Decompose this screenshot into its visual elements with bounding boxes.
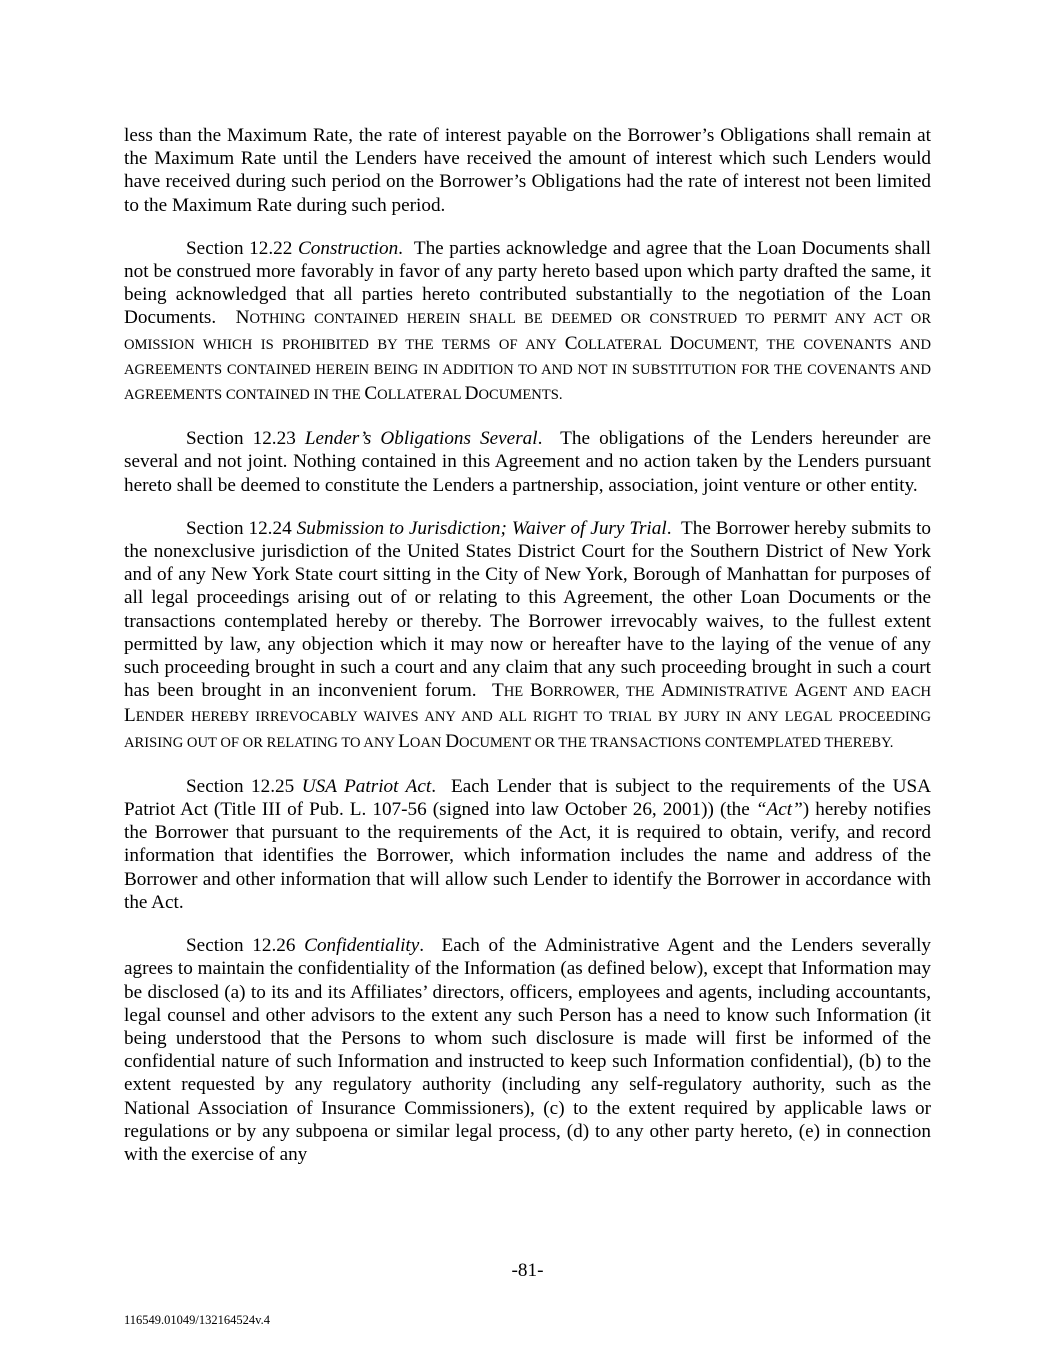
section-12-24: Section 12.24 Submission to Jurisdiction; Waiver of Jury Trial. The Borrower hereby submits to the nonexclusive jurisdiction of the United States District Court for the Southern District of New York and of any New York State court sitting in the City of New York, Borough of Manhattan for purposes of all legal proceedings arising out of or relating to this Agreement, the other Loan Documents or the transactions contemplated hereby or thereby. The Borrower irrevocably waives, to the fullest extent permitted by law, any objection which it may now or hereafter have to the laying of the venue of any such proceeding brought in such a court and any claim that any such proceeding brought in such a court has been brought in an inconvenient forum. THE BORROWER, THE ADMINISTRATIVE AGENT AND EACH LENDER HEREBY IRREVOCABLY WAIVES ANY AND ALL RIGHT TO TRIAL BY JURY IN ANY LEGAL PROCEEDING ARISING OUT OF OR RELATING TO ANY LOAN DOCUMENT OR THE TRANSACTIONS CONTEMPLATED THEREBY.	[124, 517, 932, 752]
section-body: The obligations of the Lenders hereunder are several and not joint. Nothing contained in this Agreement and no action taken by the Lenders pursuant hereto shall be deemed to constitute the Lenders a partnership, association, joint venture or other entity.	[124, 428, 931, 496]
section-body: Each of the Administrative Agent and the Lenders severally agrees to maintain the confidentiality of the Information (as defined below), except that Information may be disclosed (a) to its and its Affiliates’ directors, officers, employees and agents, including accountants, legal counsel and other advisors to the extent any such Person has a need to know such Information (it being understood that the Persons to whom such disclosure is made will first be informed of the confidential nature of such Information and instructed to keep such Information confidential), (b) to the extent requested by any regulatory authority (including any self-regulatory authority, such as the National Association of Insurance Commissioners), (c) to the extent required by applicable laws or regulations or by any subpoena or similar legal process, (d) to any other party hereto, (e) in connection with the exercise of any	[124, 935, 932, 1165]
section-caps-text: NOTHING CONTAINED HEREIN SHALL BE DEEMED OR CONSTRUED TO PERMIT ANY ACT OR OMISSION WHICH IS PROHIBITED BY THE TERMS OF ANY COLLATERAL DOCUMENT, THE COVENANTS AND AGREEMENTS CONTAINED HEREIN BEING IN ADDITION TO AND NOT IN SUBSTITUTION FOR THE COVENANTS AND AGREEMENTS CONTAINED IN THE COLLATERAL DOCUMENTS.	[124, 307, 932, 405]
section-title: USA Patriot Act	[301, 775, 432, 797]
section-title: Submission to Jurisdiction; Waiver of Jury Trial	[296, 517, 667, 539]
section-body: Each Lender that is subject to the requirements of the USA Patriot Act (Title III of Pub. L. 107-56 (signed into law October 26, 2001)) (the	[124, 775, 932, 821]
section-body-continued: ) hereby notifies the Borrower that pursuant to the requirements of the Act, it is required to obtain, verify, and record information that identifies the Borrower, which information includes the name and address of the Borrower and other information that will allow such Lender to identify the Borrower in accordance with the Act.	[124, 799, 931, 913]
section-12-22: Section 12.22 Construction. The parties acknowledge and agree that the Loan Documents shall not be construed more favorably in favor of any party hereto based upon which party drafted the same, it being acknowledged that all parties hereto contributed substantially to the negotiation of the Loan Documents. NOTHING CONTAINED HEREIN SHALL BE DEEMED OR CONSTRUED TO PERMIT ANY ACT OR OMISSION WHICH IS PROHIBITED BY THE TERMS OF ANY COLLATERAL DOCUMENT, THE COVENANTS AND AGREEMENTS CONTAINED HEREIN BEING IN ADDITION TO AND NOT IN SUBSTITUTION FOR THE COVENANTS AND AGREEMENTS CONTAINED IN THE COLLATERAL DOCUMENTS.	[124, 237, 932, 405]
section-number: Section 12.23	[186, 428, 296, 450]
carryover-paragraph: less than the Maximum Rate, the rate of interest payable on the Borrower’s Obligations shall remain at the Maximum Rate until the Lenders have received the amount of interest which such Lenders would have received during such period on the Borrower’s Obligations had the rate of interest not been limited to the Maximum Rate during such period.	[124, 125, 931, 216]
page-number: -81-	[511, 1260, 544, 1281]
section-12-25: Section 12.25 USA Patriot Act. Each Lender that is subject to the requirements of the USA Patriot Act (Title III of Pub. L. 107-56 (signed into law October 26, 2001)) (the “Act”) hereby notifies the Borrower that pursuant to the requirements of the Act, it is required to obtain, verify, and record information that identifies the Borrower, which information includes the name and address of the Borrower and other information that will allow such Lender to identify the Borrower in accordance with the Act.	[124, 775, 932, 913]
section-caps-text: THE BORROWER, THE ADMINISTRATIVE AGENT AND EACH LENDER HEREBY IRREVOCABLY WAIVES ANY AND ALL RIGHT TO TRIAL BY JURY IN ANY LEGAL PROCEEDING ARISING OUT OF OR RELATING TO ANY LOAN DOCUMENT OR THE TRANSACTIONS CONTEMPLATED THEREBY.	[124, 680, 932, 752]
section-12-26: Section 12.26 Confidentiality. Each of the Administrative Agent and the Lenders severally agrees to maintain the confidentiality of the Information (as defined below), except that Information may be disclosed (a) to its and its Affiliates’ directors, officers, employees and agents, including accountants, legal counsel and other advisors to the extent any such Person has a need to know such Information (it being understood that the Persons to whom such disclosure is made will first be informed of the confidential nature of such Information and instructed to keep such Information confidential), (b) to the extent requested by any regulatory authority (including any self-regulatory authority, such as the National Association of Insurance Commissioners), (c) to the extent required by applicable laws or regulations or by any subpoena or similar legal process, (d) to any other party hereto, (e) in connection with the exercise of any	[124, 935, 932, 1165]
section-number: Section 12.22	[186, 237, 293, 259]
document-body	[124, 124, 931, 1186]
section-title: Confidentiality	[304, 935, 420, 957]
section-12-23: Section 12.23 Lender’s Obligations Several. The obligations of the Lenders hereunder are several and not joint. Nothing contained in this Agreement and no action taken by the Lenders pursuant hereto shall be deemed to constitute the Lenders a partnership, association, joint venture or other entity.	[124, 428, 931, 496]
defined-term: “Act”	[755, 799, 803, 821]
section-number: Section 12.26	[186, 935, 296, 957]
document-id: 116549.01049/132164524v.4	[124, 1313, 270, 1327]
section-number: Section 12.25	[186, 775, 295, 797]
section-title: Construction	[297, 237, 399, 259]
section-body: The parties acknowledge and agree that the Loan Documents shall not be construed more favorably in favor of any party hereto based upon which party drafted the same, it being acknowledged that all parties hereto contributed substantially to the negotiation of the Loan Documents.	[124, 237, 932, 329]
section-body: The Borrower hereby submits to the nonexclusive jurisdiction of the United States District Court for the Southern District of New York and of any New York State court sitting in the City of New York, Borough of Manhattan for purposes of all legal proceedings arising out of or relating to this Agreement, the other Loan Documents or the transactions contemplated hereby or thereby. The Borrower irrevocably waives, to the fullest extent permitted by law, any objection which it may now or hereafter have to the laying of the venue of any such proceeding brought in such a court and any claim that any such proceeding brought in such a court has been brought in an inconvenient forum.	[124, 517, 931, 702]
section-number: Section 12.24	[186, 517, 292, 539]
section-title: Lender’s Obligations Several	[304, 428, 538, 450]
